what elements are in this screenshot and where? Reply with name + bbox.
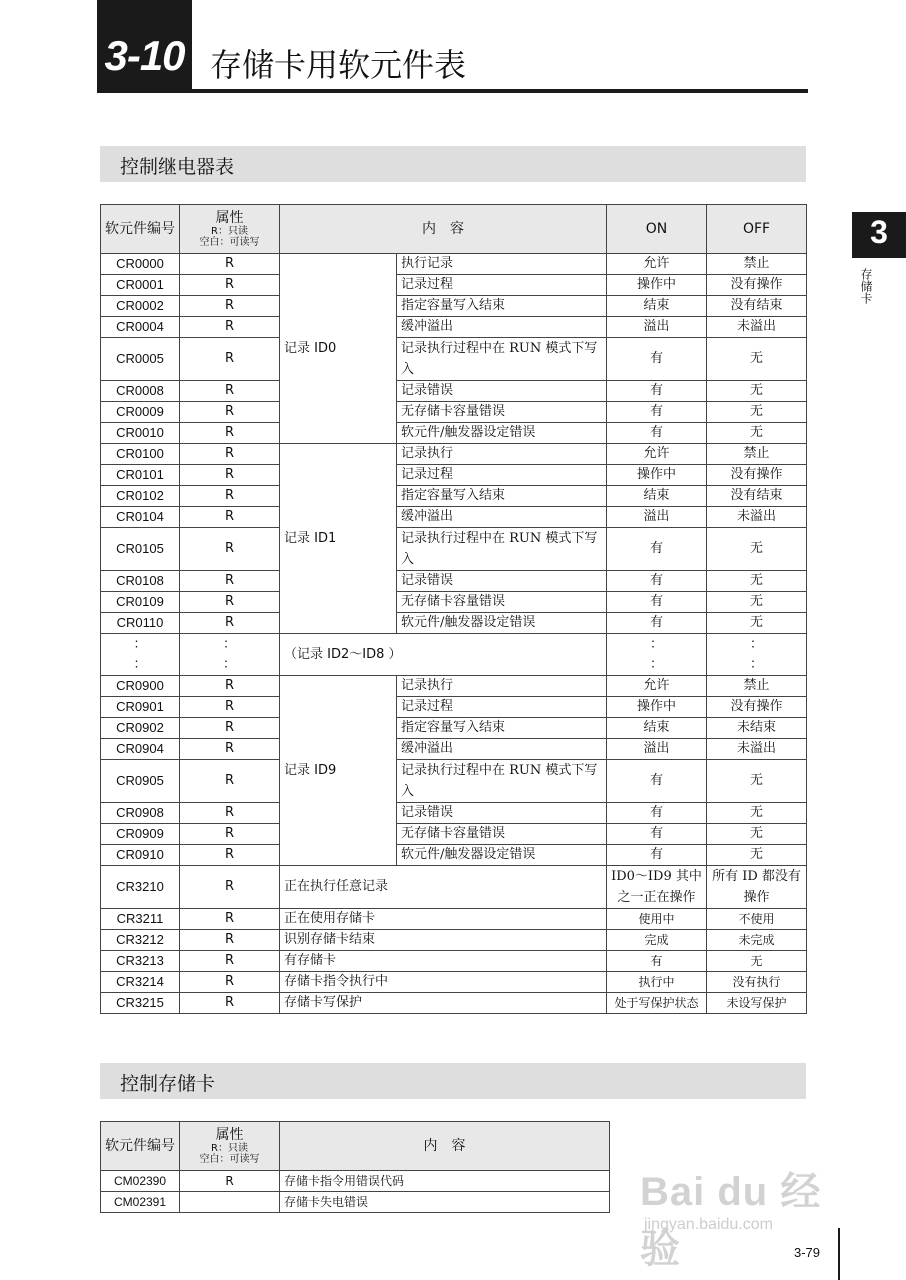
table-row (101, 824, 807, 845)
off-state: 没有结束 (707, 486, 807, 507)
on-state: 有 (607, 402, 707, 423)
content-description: 软元件/触发器设定错误 (397, 423, 607, 444)
on-ellipsis-mark: ： (649, 636, 663, 652)
header-content: 内 容 (280, 1122, 610, 1171)
attribute: R (180, 760, 280, 803)
off-ellipsis-mark: ： (749, 656, 763, 672)
on-state: 执行中 (607, 972, 707, 993)
device-number: CR0101 (101, 465, 180, 486)
on-state: 处于写保护状态 (607, 993, 707, 1014)
on-state: 有 (607, 824, 707, 845)
table-row (101, 507, 807, 528)
content-description: 记录过程 (397, 275, 607, 296)
on-state: 允许 (607, 254, 707, 275)
off-state: 无 (707, 381, 807, 402)
table-row (101, 571, 807, 592)
table-row (101, 803, 807, 824)
on-state: 操作中 (607, 275, 707, 296)
attribute: R (180, 930, 280, 951)
content-description: 正在使用存储卡 (280, 909, 607, 930)
table-row (101, 444, 807, 465)
on-state: 结束 (607, 296, 707, 317)
content-description: 存储卡指令用错误代码 (280, 1171, 610, 1192)
device-number: CR3215 (101, 993, 180, 1014)
off-state: 无 (707, 951, 807, 972)
off-state: 不使用 (707, 909, 807, 930)
off-ellipsis (707, 634, 807, 676)
content-description: 缓冲溢出 (397, 507, 607, 528)
on-state: 有 (607, 613, 707, 634)
table-row (101, 528, 807, 571)
content-description: 存储卡指令执行中 (280, 972, 607, 993)
table-row (101, 845, 807, 866)
off-state: 禁止 (707, 676, 807, 697)
on-state: 有 (607, 423, 707, 444)
content-description: 缓冲溢出 (397, 739, 607, 760)
attribute: R (180, 465, 280, 486)
page-title: 存储卡用软元件表 (210, 46, 467, 84)
attribute: R (180, 676, 280, 697)
content-description: 软元件/触发器设定错误 (397, 845, 607, 866)
on-state: 溢出 (607, 317, 707, 338)
card-table-header (101, 1122, 610, 1171)
device-number: CR0004 (101, 317, 180, 338)
attribute: R (180, 697, 280, 718)
watermark-url: jingyan.baidu.com (644, 1216, 773, 1233)
on-state: 有 (607, 381, 707, 402)
header-device: 软元件编号 (101, 1122, 180, 1171)
device-number: CR0008 (101, 381, 180, 402)
content-description: 识别存储卡结束 (280, 930, 607, 951)
device-number: CR0900 (101, 676, 180, 697)
off-state: 禁止 (707, 254, 807, 275)
table-row (101, 972, 807, 993)
content-description: 记录错误 (397, 381, 607, 402)
header-attr: 属性 R：只读 空白：可读写 (180, 1122, 280, 1171)
content-description: 无存储卡容量错误 (397, 402, 607, 423)
page-number: 3-79 (794, 1245, 821, 1260)
record-group-label: 记录 ID1 (280, 444, 397, 634)
device-number: CR0910 (101, 845, 180, 866)
content-description: 记录执行过程中在 RUN 模式下写入 (397, 760, 607, 803)
chapter-tab-number: 3 (870, 214, 888, 250)
off-state: 所有 ID 都没有操作 (707, 866, 807, 909)
device-ellipsis-mark: ： (133, 656, 147, 672)
on-state: 有 (607, 528, 707, 571)
off-ellipsis-mark: ： (749, 636, 763, 652)
on-state: 有 (607, 845, 707, 866)
on-state: 有 (607, 571, 707, 592)
header-on: ON (607, 205, 707, 254)
device-number: CR0108 (101, 571, 180, 592)
device-number: CR0009 (101, 402, 180, 423)
attribute: R (180, 402, 280, 423)
content-description: 记录错误 (397, 571, 607, 592)
content-description: 正在执行任意记录 (280, 866, 607, 909)
on-state: 允许 (607, 444, 707, 465)
section-header-relay-label: 控制继电器表 (120, 156, 235, 178)
device-number: CM02391 (101, 1192, 180, 1213)
device-number: CR3212 (101, 930, 180, 951)
watermark-logo: Bai du 经验 (640, 1170, 822, 1271)
attribute: R (180, 613, 280, 634)
off-state: 未溢出 (707, 739, 807, 760)
attribute: R (180, 845, 280, 866)
table-row (101, 486, 807, 507)
attr-ellipsis (180, 634, 280, 676)
header-device: 软元件编号 (101, 205, 180, 254)
off-state: 无 (707, 613, 807, 634)
table-row (101, 951, 807, 972)
off-state: 未完成 (707, 930, 807, 951)
device-number: CR0105 (101, 528, 180, 571)
table-row (101, 381, 807, 402)
device-number: CR3211 (101, 909, 180, 930)
on-state: 操作中 (607, 465, 707, 486)
attribute: R (180, 423, 280, 444)
attribute: R (180, 739, 280, 760)
attribute: R (180, 866, 280, 909)
relay-table (100, 204, 807, 1014)
attribute: R (180, 317, 280, 338)
content-description: 记录过程 (397, 697, 607, 718)
table-row (101, 760, 807, 803)
content-description: 记录执行 (397, 444, 607, 465)
attribute: R (180, 486, 280, 507)
on-state: 完成 (607, 930, 707, 951)
attribute: R (180, 909, 280, 930)
attribute: R (180, 951, 280, 972)
on-state: 允许 (607, 676, 707, 697)
on-state: ID0～ID9 其中之一正在操作 (607, 866, 707, 909)
table-row (101, 930, 807, 951)
relay-table-header (101, 205, 807, 254)
device-number: CR0905 (101, 760, 180, 803)
table-row (101, 423, 807, 444)
card-table (100, 1121, 610, 1213)
attribute: R (180, 381, 280, 402)
table-row (101, 676, 807, 697)
device-number: CR0901 (101, 697, 180, 718)
device-number: CR0102 (101, 486, 180, 507)
off-state: 未溢出 (707, 507, 807, 528)
table-row (101, 697, 807, 718)
device-ellipsis (101, 634, 180, 676)
section-header-relay (100, 146, 806, 182)
table-row (101, 317, 807, 338)
device-number: CR0002 (101, 296, 180, 317)
content-description: 指定容量写入结束 (397, 296, 607, 317)
on-state: 有 (607, 951, 707, 972)
header-off: OFF (707, 205, 807, 254)
attribute (180, 1192, 280, 1213)
table-row (101, 296, 807, 317)
content-description: 无存储卡容量错误 (397, 592, 607, 613)
table-row (101, 613, 807, 634)
attribute: R (180, 571, 280, 592)
off-state: 没有操作 (707, 465, 807, 486)
on-ellipsis-mark: ： (649, 656, 663, 672)
device-number: CR0110 (101, 613, 180, 634)
content-description: 执行记录 (397, 254, 607, 275)
record-group-label: 记录 ID0 (280, 254, 397, 444)
table-row (101, 909, 807, 930)
attribute: R (180, 592, 280, 613)
table-row (101, 465, 807, 486)
off-state: 无 (707, 845, 807, 866)
device-number: CR0005 (101, 338, 180, 381)
content-description: 存储卡写保护 (280, 993, 607, 1014)
section-header-card (100, 1063, 806, 1099)
ellipsis-row (101, 634, 807, 676)
section-header-card-label: 控制存储卡 (120, 1073, 216, 1095)
content-description: 有存储卡 (280, 951, 607, 972)
on-state: 使用中 (607, 909, 707, 930)
on-state: 操作中 (607, 697, 707, 718)
device-number: CR0902 (101, 718, 180, 739)
device-number: CR0909 (101, 824, 180, 845)
off-state: 无 (707, 423, 807, 444)
omitted-groups-label: （记录 ID2～ID8 ） (280, 634, 607, 676)
attribute: R (180, 803, 280, 824)
off-state: 没有操作 (707, 697, 807, 718)
on-state: 溢出 (607, 739, 707, 760)
attribute: R (180, 338, 280, 381)
table-row (101, 254, 807, 275)
device-number: CR3214 (101, 972, 180, 993)
on-state: 有 (607, 760, 707, 803)
table-row (101, 739, 807, 760)
off-state: 未溢出 (707, 317, 807, 338)
content-description: 缓冲溢出 (397, 317, 607, 338)
chapter-tab-label: 存储卡 (859, 268, 873, 304)
device-number: CR3210 (101, 866, 180, 909)
on-state: 有 (607, 592, 707, 613)
device-ellipsis-mark: ： (133, 636, 147, 652)
on-state: 结束 (607, 486, 707, 507)
off-state: 无 (707, 338, 807, 381)
attribute: R (180, 296, 280, 317)
table-row (101, 866, 807, 909)
device-number: CR0010 (101, 423, 180, 444)
attr-ellipsis-mark: ： (222, 636, 236, 652)
header-attr: 属性 R：只读 空白：可读写 (180, 205, 280, 254)
device-number: CR0908 (101, 803, 180, 824)
content-description: 记录错误 (397, 803, 607, 824)
on-ellipsis (607, 634, 707, 676)
attribute: R (180, 507, 280, 528)
content-description: 指定容量写入结束 (397, 718, 607, 739)
off-state: 未设写保护 (707, 993, 807, 1014)
off-state: 无 (707, 824, 807, 845)
off-state: 没有操作 (707, 275, 807, 296)
off-state: 无 (707, 803, 807, 824)
attribute: R (180, 1171, 280, 1192)
section-number: 3-10 (104, 32, 185, 79)
attribute: R (180, 824, 280, 845)
content-description: 指定容量写入结束 (397, 486, 607, 507)
off-state: 禁止 (707, 444, 807, 465)
content-description: 记录执行过程中在 RUN 模式下写入 (397, 528, 607, 571)
device-number: CM02390 (101, 1171, 180, 1192)
on-state: 有 (607, 803, 707, 824)
content-description: 记录执行过程中在 RUN 模式下写入 (397, 338, 607, 381)
off-state: 无 (707, 592, 807, 613)
device-number: CR0904 (101, 739, 180, 760)
attribute: R (180, 993, 280, 1014)
attribute: R (180, 528, 280, 571)
off-state: 无 (707, 402, 807, 423)
attribute: R (180, 444, 280, 465)
table-row (101, 718, 807, 739)
table-row (101, 338, 807, 381)
table-row (101, 993, 807, 1014)
header-content: 内 容 (280, 205, 607, 254)
table-row (101, 1192, 610, 1213)
attribute: R (180, 718, 280, 739)
device-number: CR0100 (101, 444, 180, 465)
attribute: R (180, 972, 280, 993)
content-description: 记录过程 (397, 465, 607, 486)
title-rule (97, 89, 808, 93)
attribute: R (180, 254, 280, 275)
table-row (101, 275, 807, 296)
device-number: CR0000 (101, 254, 180, 275)
device-number: CR0109 (101, 592, 180, 613)
off-state: 没有执行 (707, 972, 807, 993)
table-row (101, 1171, 610, 1192)
record-group-label: 记录 ID9 (280, 676, 397, 866)
on-state: 有 (607, 338, 707, 381)
off-state: 没有结束 (707, 296, 807, 317)
on-state: 结束 (607, 718, 707, 739)
off-state: 无 (707, 571, 807, 592)
on-state: 溢出 (607, 507, 707, 528)
attr-ellipsis-mark: ： (222, 656, 236, 672)
content-description: 软元件/触发器设定错误 (397, 613, 607, 634)
device-number: CR0001 (101, 275, 180, 296)
table-row (101, 592, 807, 613)
content-description: 记录执行 (397, 676, 607, 697)
attribute: R (180, 275, 280, 296)
off-state: 无 (707, 760, 807, 803)
off-state: 未结束 (707, 718, 807, 739)
device-number: CR0104 (101, 507, 180, 528)
content-description: 无存储卡容量错误 (397, 824, 607, 845)
device-number: CR3213 (101, 951, 180, 972)
page-number-rule (838, 1228, 840, 1280)
off-state: 无 (707, 528, 807, 571)
table-row (101, 402, 807, 423)
content-description: 存储卡失电错误 (280, 1192, 610, 1213)
